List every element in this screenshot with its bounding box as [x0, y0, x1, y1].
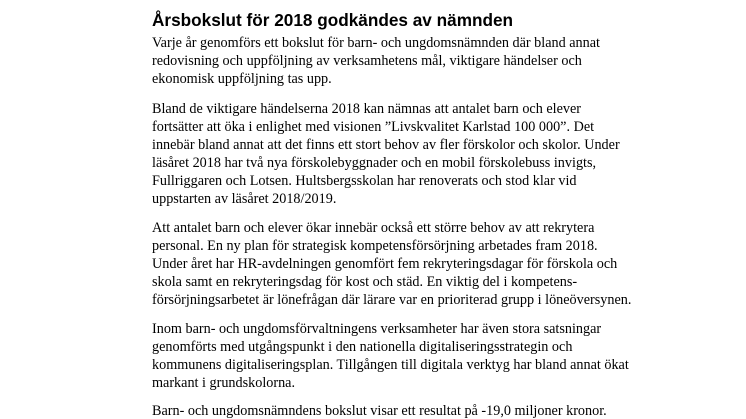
paragraph-line: försörjningsarbetet är lönefrågan där lärare var en prioriterad grupp i löneöversynen.: [152, 292, 632, 308]
paragraph-annual-report-intro: [152, 34, 600, 88]
paragraph-financial-result: [152, 402, 607, 419]
paragraph-line: markant i grundskolorna.: [152, 375, 296, 391]
paragraph-line: uppstarten av läsåret 2018/2019.: [152, 191, 337, 207]
paragraph-line: Inom barn- och ungdomsförvaltningens verksamheter har även stora satsningar: [152, 321, 602, 337]
paragraph-line: Fullriggaren och Lotsen. Hultsbergsskolan har renoverats och stod klar vid: [152, 173, 577, 189]
paragraph-line: Bland de viktigare händelserna 2018 kan nämnas att antalet barn och elever: [152, 101, 582, 117]
paragraph-line: Varje år genomförs ett bokslut för barn- och ungdomsnämnden där bland annat: [152, 35, 600, 51]
paragraph-line: kommunens digitaliseringsplan. Tillgången till digitala verktyg har bland annat ökat: [152, 357, 629, 373]
paragraph-digitalization: [152, 320, 629, 392]
paragraph-line: skola samt en rekryteringsdag för kost och städ. En viktig del i kompetens-: [152, 274, 578, 290]
paragraph-line: Under året har HR-avdelningen genomfört fem rekryteringsdagar för förskola och: [152, 256, 618, 272]
paragraph-line: genomförts med utgångspunkt i den nationella digitaliseringsstrategin och: [152, 339, 573, 355]
paragraph-key-events: [152, 100, 620, 208]
paragraph-line: Att antalet barn och elever ökar innebär också ett större behov av att rekrytera: [152, 220, 595, 236]
paragraph-line: ekonomisk uppföljning tas upp.: [152, 71, 332, 87]
paragraph-line: personal. En ny plan för strategisk kompetensförsörjning arbetades fram 2018.: [152, 238, 598, 254]
paragraph-recruitment: [152, 219, 631, 309]
paragraph-line: redovisning och uppföljning av verksamhetens mål, viktigare händelser och: [152, 53, 582, 69]
paragraph-line: läsåret 2018 har två nya förskolebyggnader och en mobil förskolebuss invigts,: [152, 155, 597, 171]
paragraph-line: innebär bland annat att det finns ett stort behov av fler förskolor och skolor. Under: [152, 137, 620, 153]
paragraph-line: Barn- och ungdomsnämndens bokslut visar ett resultat på -19,0 miljoner kronor.: [152, 403, 607, 419]
document-title: Årsbokslut för 2018 godkändes av nämnden: [152, 10, 514, 30]
paragraph-line: fortsätter att öka i enlighet med visionen ”Livskvalitet Karlstad 100 000”. Det: [152, 119, 595, 135]
